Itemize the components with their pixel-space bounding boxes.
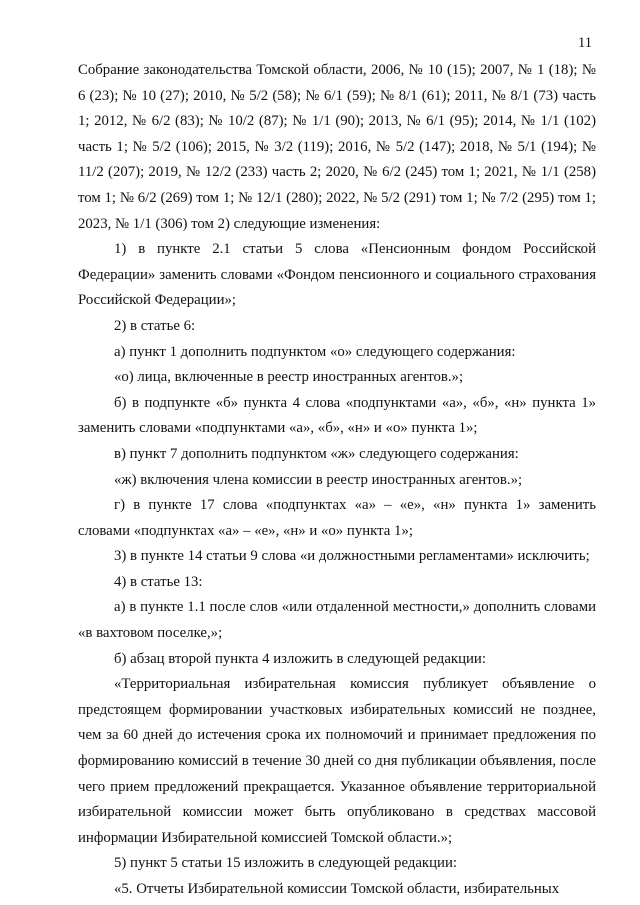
- paragraph-item-4b: б) абзац второй пункта 4 изложить в следующей редакции:: [114, 650, 486, 667]
- paragraph-quote-reports: «5. Отчеты Избирательной комиссии Томской области, избирательных: [114, 881, 560, 897]
- document-body: [78, 58, 596, 903]
- paragraph-item-5: 5) пункт 5 статьи 15 изложить в следующей редакции:: [114, 855, 457, 872]
- page-number: 11: [578, 35, 592, 51]
- paragraph-item-2b: б) в подпункте «б» пункта 4 слова «подпунктами «а», «б», «н» пункта 1» заменить словами «подпунктами «а», «б», «н» и «о» пункта 1»;: [78, 394, 596, 437]
- paragraph-item-2a: а) пункт 1 дополнить подпунктом «о» следующего содержания:: [114, 343, 516, 360]
- paragraph-item-2g: г) в пункте 17 слова «подпунктах «а» – «е», «н» пункта 1» заменить словами «подпунктах «а» – «е», «н» и «о» пункта 1»;: [78, 497, 596, 539]
- paragraph-item-1: 1) в пункте 2.1 статьи 5 слова «Пенсионным фондом Российской Федерации» заменить словами «Фондом пенсионного и социального страхования Российской Федерации»;: [78, 241, 596, 309]
- paragraph-sources-list: Собрание законодательства Томской области, 2006, № 10 (15); 2007, № 1 (18); № 6 (23); № 10 (27); 2010, № 5/2 (58); № 6/1 (59); № 8/1 (61); 2011, № 8/1 (73) часть 1; 2012, № 6/2 (83); № 10/2 (87); № 1/1 (90); 2013, № 6/1 (95); 2014, № 1/1 (102) часть 1; № 5/2 (106); 2015, № 3/2 (119); 2016, № 5/2 (147); 2018, № 5/1 (194); № 11/2 (207); 2019, № 12/2 (233) часть 2; 2020, № 6/2 (245) том 1; 2021, № 1/1 (258) том 1; № 6/2 (269) том 1; № 12/1 (280); 2022, № 5/2 (291) том 1; № 7/2 (295) том 1; 2023, № 1/1 (306) том 2) следующие изменения:: [78, 62, 596, 232]
- paragraph-item-2v: в) пункт 7 дополнить подпунктом «ж» следующего содержания:: [114, 445, 519, 462]
- paragraph-item-4: 4) в статье 13:: [114, 573, 203, 590]
- paragraph-quote-o: «о) лица, включенные в реестр иностранных агентов.»;: [114, 369, 464, 386]
- paragraph-quote-territorial: «Территориальная избирательная комиссия публикует объявление о предстоящем формировании участковых избирательных комиссий не позднее, чем за 60 дней до истечения срока их полномочий и принимает предложения по формированию комиссий в течение 30 дней со дня публикации объявления, после чего прием предложений прекращается. Указанное объявление территориальной избирательной комиссии может быть опубликовано в средствах массовой информации Избирательной комиссией Томской области.»;: [78, 676, 596, 846]
- paragraph-item-3: 3) в пункте 14 статьи 9 слова «и должностными регламентами» исключить;: [114, 548, 590, 565]
- paragraph-item-4a: а) в пункте 1.1 после слов «или отдаленной местности,» дополнить словами «в вахтовом поселке,»;: [78, 599, 596, 642]
- paragraph-item-2: 2) в статье 6:: [114, 317, 196, 334]
- paragraph-quote-zh: «ж) включения члена комиссии в реестр иностранных агентов.»;: [114, 471, 523, 488]
